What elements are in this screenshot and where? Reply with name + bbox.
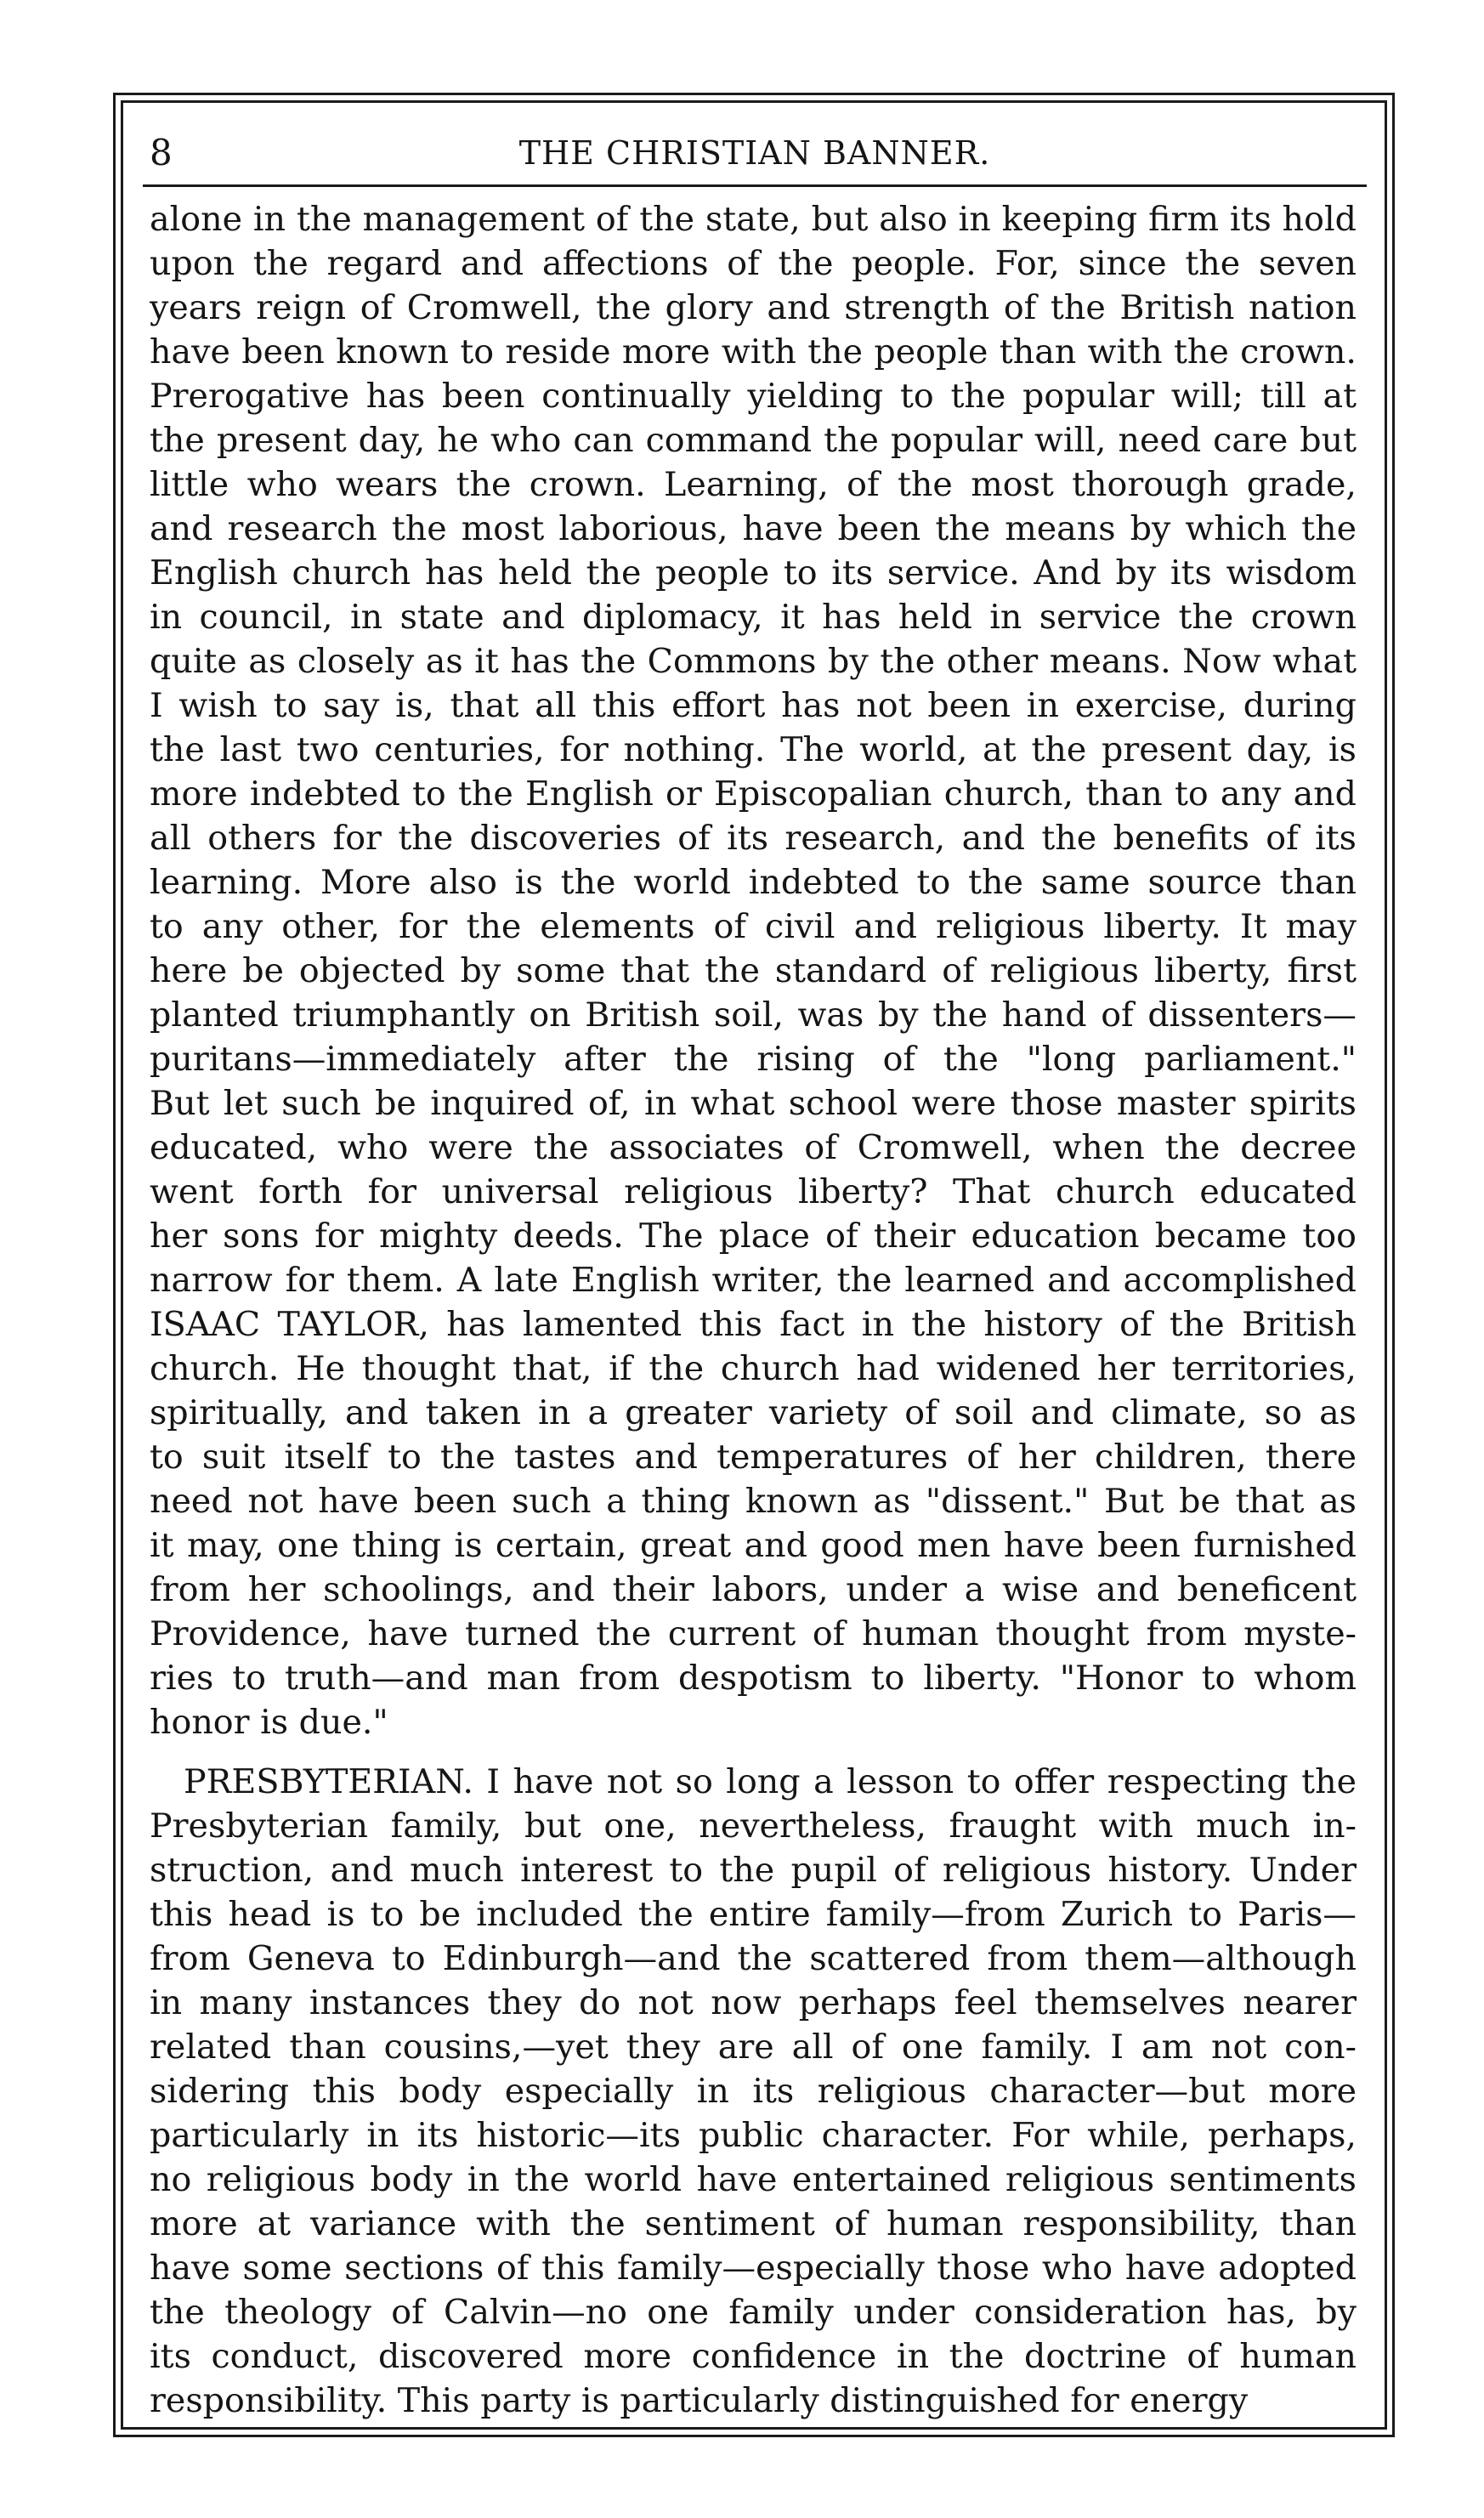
text-line: planted triumphantly on British soil, was by the hand of dissenters— xyxy=(150,995,1357,1035)
text-line: need not have been such a thing known as "dissent." But be that as xyxy=(150,1482,1357,1521)
text-line: in many instances they do not now perhaps feel themselves nearer xyxy=(150,1983,1357,2022)
text-line: Prerogative has been continually yielding to the popular will; till at xyxy=(150,377,1357,416)
text-line: from her schoolings, and their labors, under a wise and beneficent xyxy=(150,1570,1357,1609)
text-line: alone in the management of the state, but also in keeping firm its hold xyxy=(150,200,1357,239)
text-line: I wish to say is, that all this effort has not been in exercise, during xyxy=(150,686,1357,725)
text-line: and research the most laborious, have been the means by which the xyxy=(150,509,1357,548)
text-line: the theology of Calvin—no one family under consideration has, by xyxy=(150,2293,1357,2332)
text-line: ries to truth—and man from despotism to liberty. "Honor to whom xyxy=(150,1659,1357,1698)
paragraph-presbyterian xyxy=(150,1760,1357,2423)
text-line: educated, who were the associates of Cromwell, when the decree xyxy=(150,1128,1357,1167)
text-line: here be objected by some that the standard of religious liberty, first xyxy=(150,951,1357,990)
text-line: church. He thought that, if the church had widened her territories, xyxy=(150,1349,1357,1388)
text-line: no religious body in the world have entertained religious sentiments xyxy=(150,2160,1357,2199)
text-line: the present day, he who can command the popular will, need care but xyxy=(150,421,1357,460)
text-line: PRESBYTERIAN. I have not so long a lesson to offer respecting the xyxy=(184,1762,1357,1801)
text-line: narrow for them. A late English writer, the learned and accomplished xyxy=(150,1261,1357,1300)
text-line: But let such be inquired of, in what school were those master spirits xyxy=(150,1084,1357,1123)
text-line: struction, and much interest to the pupil of religious history. Under xyxy=(150,1851,1357,1890)
article-body xyxy=(150,197,1357,2423)
running-head xyxy=(143,128,1367,187)
text-line: went forth for universal religious liberty? That church educated xyxy=(150,1172,1357,1211)
page-number: 8 xyxy=(150,132,173,173)
text-line: responsibility. This party is particularly distinguished for energy xyxy=(150,2381,1249,2420)
text-line: sidering this body especially in its religious character—but more xyxy=(150,2072,1357,2111)
text-line: in council, in state and diplomacy, it has held in service the crown xyxy=(150,598,1357,637)
text-line: more at variance with the sentiment of human responsibility, than xyxy=(150,2204,1357,2243)
text-line: honor is due." xyxy=(150,1703,388,1742)
paragraph-gap xyxy=(150,1744,1357,1760)
text-line: it may, one thing is certain, great and good men have been furnished xyxy=(150,1526,1357,1565)
text-line: Presbyterian family, but one, nevertheless, fraught with much in- xyxy=(150,1806,1357,1846)
text-line: from Geneva to Edinburgh—and the scattered from them—although xyxy=(150,1939,1357,1978)
text-line: her sons for mighty deeds. The place of their education became too xyxy=(150,1216,1357,1256)
text-line: upon the regard and affections of the people. For, since the seven xyxy=(150,244,1357,283)
text-line: particularly in its historic—its public character. For while, perhaps, xyxy=(150,2116,1357,2155)
text-line: little who wears the crown. Learning, of the most thorough grade, xyxy=(150,465,1357,504)
text-line: ISAAC TAYLOR, has lamented this fact in the history of the British xyxy=(150,1305,1357,1344)
text-line: this head is to be included the entire family—from Zurich to Paris— xyxy=(150,1895,1357,1934)
text-line: more indebted to the English or Episcopalian church, than to any and xyxy=(150,774,1357,814)
paragraph-episcopalian xyxy=(150,197,1357,1744)
text-line: years reign of Cromwell, the glory and strength of the British nation xyxy=(150,288,1357,327)
text-line: its conduct, discovered more confidence in the doctrine of human xyxy=(150,2337,1357,2376)
text-line: to any other, for the elements of civil and religious liberty. It may xyxy=(150,907,1357,946)
text-line: Providence, have turned the current of human thought from myste- xyxy=(150,1614,1357,1653)
text-line: quite as closely as it has the Commons by the other means. Now what xyxy=(150,642,1357,681)
text-line: spiritually, and taken in a greater variety of soil and climate, so as xyxy=(150,1393,1357,1432)
text-line: all others for the discoveries of its research, and the benefits of its xyxy=(150,819,1357,858)
text-line: learning. More also is the world indebted to the same source than xyxy=(150,863,1357,902)
text-line: to suit itself to the tastes and temperatures of her children, there xyxy=(150,1438,1357,1477)
text-line: English church has held the people to its service. And by its wisdom xyxy=(150,553,1357,593)
text-line: the last two centuries, for nothing. The world, at the present day, is xyxy=(150,730,1357,769)
text-line: have been known to reside more with the people than with the crown. xyxy=(150,332,1357,371)
text-line: related than cousins,—yet they are all of one family. I am not con- xyxy=(150,2027,1357,2067)
text-line: have some sections of this family—especially those who have adopted xyxy=(150,2249,1357,2288)
text-line: puritans—immediately after the rising of the "long parliament." xyxy=(150,1040,1357,1079)
journal-title: THE CHRISTIAN BANNER. xyxy=(518,134,991,172)
